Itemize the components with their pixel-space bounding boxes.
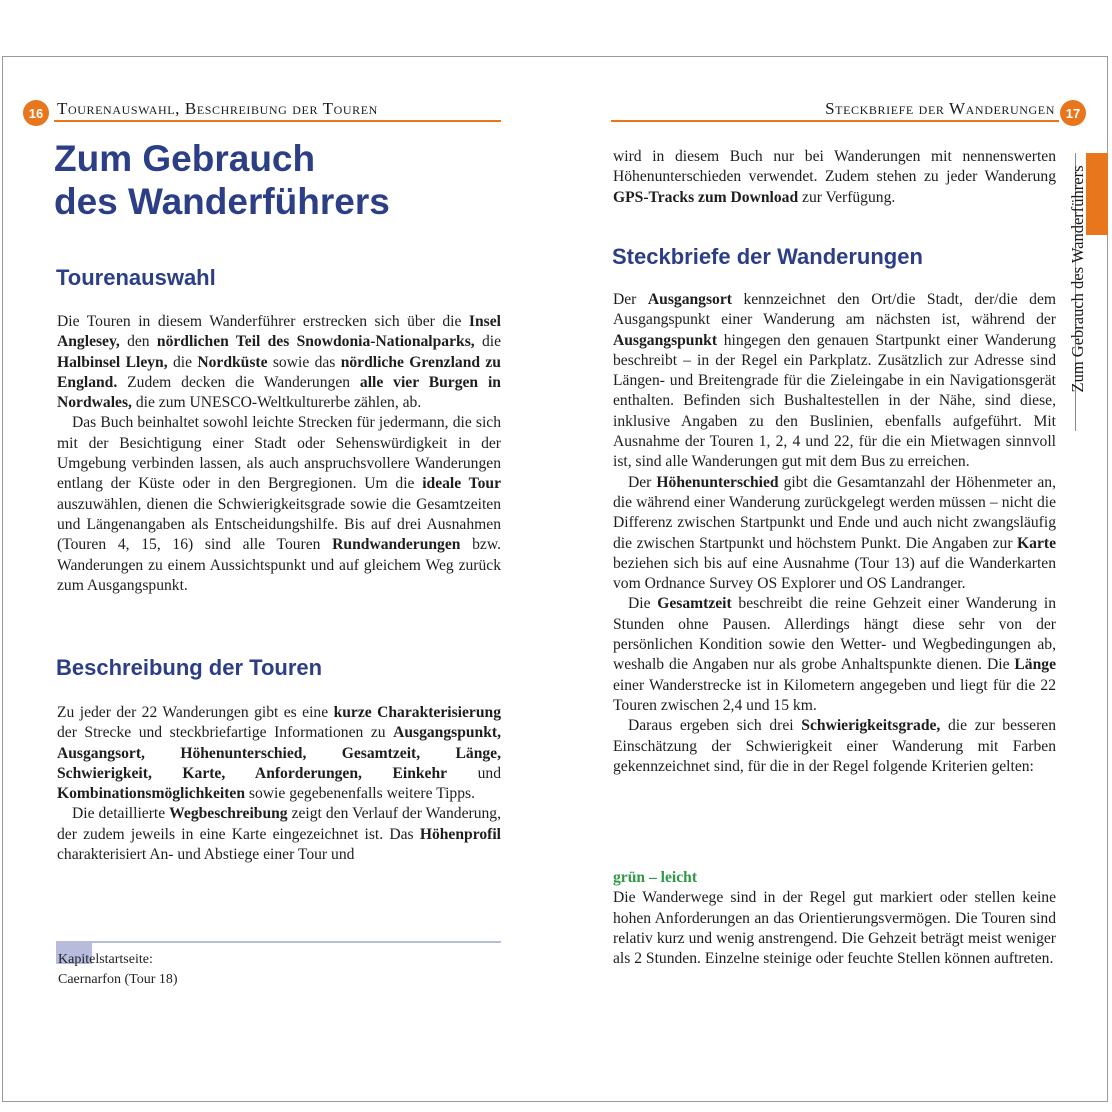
text-run: sowie gegebenenfalls weitere Tipps. — [245, 785, 475, 803]
bold-term: Höhenunterschied — [656, 473, 779, 491]
bold-term: Karte — [1017, 534, 1056, 552]
bold-term: nördliche Grenzland zu England. — [57, 353, 501, 391]
left-page — [2, 56, 555, 1102]
bold-term: ideale Tour — [422, 475, 502, 493]
text-run: bzw. Wanderungen zu einem Aussichtspunkt und auf gleichem Weg zurück zum Ausgangspunkt. — [57, 536, 502, 594]
text-run: zur Verfügung. — [798, 188, 896, 206]
running-head: Tourenauswahl, Beschreibung der Touren — [57, 99, 378, 118]
right-page — [555, 56, 1108, 1102]
text-run: den — [119, 333, 157, 351]
chapter-title — [54, 137, 514, 223]
paragraph — [613, 716, 1056, 777]
section-title: Steckbriefe der Wanderungen — [612, 244, 923, 269]
paragraph — [613, 147, 1056, 208]
bold-term: nördlichen Teil des Snowdonia-Nationalparks, — [156, 333, 475, 351]
text-run: die zur besseren Einschätzung der Schwierigkeit einer Wanderung mit Farben gekennzeichnet sind, für die in der Regel folgende Kriterien gelten: — [613, 717, 1056, 775]
bold-term: Wegbeschreibung — [169, 805, 288, 823]
text-run: Die detaillierte — [72, 805, 170, 823]
text-run: Das Buch beinhaltet sowohl leichte Strecken für jedermann, die sich mit der Besichtigung einer Stadt oder Sehenswürdigkeit in der Umgebung verbinden lassen, als auch anspruchsvollere Wanderungen entlang der Küste oder in den Bergregionen. Um die — [57, 414, 501, 493]
text-run: einer Wanderstrecke ist in Kilometern angegeben und liegt für die 22 Touren zwischen 2,4 und 15 km. — [613, 676, 1056, 714]
bold-term: Rundwanderungen — [332, 536, 461, 554]
bold-term: Schwierigkeitsgrade, — [801, 717, 941, 735]
difficulty-description: Die Wanderwege sind in der Regel gut markiert oder stellen keine hohen Anforderungen an das Orientierungsvermögen. Die Touren sind relativ kurz und wenig anstrengend. Die Gehzeit beträgt meist weniger als 2 Stunden. Einzelne steinige oder feuchte Stellen können auftreten. — [613, 889, 1056, 968]
bold-term: Ausgangsort — [647, 291, 732, 308]
section-body — [613, 290, 1056, 777]
running-head: Steckbriefe der Wanderungen — [825, 99, 1055, 118]
footer-caption-line: Kapitelstartseite: — [58, 952, 153, 967]
running-head-rule — [611, 120, 1059, 122]
paragraph — [57, 413, 501, 596]
paragraph — [613, 594, 1056, 716]
text-run: Zu jeder der 22 Wanderungen gibt es eine — [57, 704, 334, 721]
paragraph — [57, 312, 501, 413]
text-run: sowie das — [267, 353, 341, 371]
text-run: Die — [628, 595, 658, 613]
text-run: beziehen sich bis auf eine Ausnahme (Tour 13) auf die Wanderkarten vom Ordnance Survey OS Explorer und OS Landranger. — [613, 554, 1056, 593]
paragraph — [613, 290, 1056, 473]
section-title: Beschreibung der Touren — [56, 655, 323, 680]
text-run: der Strecke und steckbriefartige Informationen zu — [57, 724, 394, 742]
page-number-badge: 16 — [23, 100, 49, 126]
bold-term: Länge — [1014, 656, 1056, 674]
text-run: die — [167, 353, 198, 371]
continuation-text — [613, 147, 1056, 208]
paragraph — [613, 473, 1056, 595]
difficulty-block — [613, 868, 1056, 969]
text-run: Daraus ergeben sich drei — [628, 717, 802, 735]
footer-caption-line: Caernarfon (Tour 18) — [58, 972, 178, 987]
section-title: Tourenauswahl — [56, 265, 216, 290]
footer-rule — [56, 941, 501, 943]
bold-term: Ausgangspunkt, Ausgangsort, Höhenunterschied, Gesamtzeit, Länge, Schwierigkeit, Karte, Anforderungen, Einkehr — [57, 724, 501, 782]
bold-term: Gesamtzeit — [657, 595, 732, 613]
bold-term: Insel Anglesey, — [57, 313, 501, 351]
text-run: Zudem decken die Wanderungen — [117, 373, 360, 391]
footer-caption — [58, 950, 178, 990]
thumb-tab — [1086, 153, 1108, 235]
paragraph — [57, 703, 501, 804]
bold-term: kurze Charakterisierung — [333, 704, 501, 721]
text-run: die zum UNESCO-Weltkulturerbe zählen, ab. — [131, 394, 422, 412]
page-number-badge: 17 — [1060, 100, 1086, 126]
section-body — [57, 703, 501, 865]
text-run: charakterisiert An- und Abstiege einer Tour und — [57, 846, 355, 864]
difficulty-label-green: grün – leicht — [613, 869, 698, 886]
section-body — [57, 312, 501, 596]
vertical-chapter-title: Zum Gebrauch des Wanderführers — [1068, 165, 1087, 393]
bold-term: Höhenprofil — [419, 825, 501, 843]
text-run: Die Touren in diesem Wanderführer erstrecken sich über die — [57, 313, 469, 330]
chapter-title-line: Zum Gebrauch — [54, 138, 316, 179]
text-run: Der — [628, 473, 657, 491]
text-run: und — [447, 764, 501, 782]
text-run: kennzeichnet den Ort/die Stadt, der/die dem Ausgangspunkt einer Wanderung am nächsten ist, während der — [613, 291, 1056, 329]
bold-term: Nordküste — [197, 353, 268, 371]
bold-term: alle vier Burgen in Nordwales, — [57, 373, 501, 412]
bold-term: Ausgangspunkt — [613, 331, 718, 349]
text-run: zeigt den Verlauf der Wanderung, der zudem jeweils in eine Karte eingezeichnet ist. Das — [57, 805, 501, 843]
text-run: Der — [613, 291, 648, 308]
bold-term: GPS-Tracks zum Download — [613, 188, 799, 206]
text-run: beschreibt die reine Gehzeit einer Wanderung in Stunden ohne Pausen. Allerdings hängt diese sehr von der persönlichen Kondition sowie den Wetter- und Wegbedingungen ab, weshalb die Angaben nur als grobe Anhaltspunkte dienen. Die — [613, 595, 1056, 674]
paragraph — [57, 804, 501, 865]
text-run: hingegen den genauen Startpunkt einer Wanderung beschreibt – in der Regel ein Parkplatz. Zusätzlich zur Adresse sind Längen- und Breitengrade für die Zieleingabe in ein Navigationsgerät enthalten. Befinden sich Bushaltestellen in der Nähe, sind diese, inklusive Angaben zu den Buslinien, ebenfalls aufgeführt. Mit Ausnahme der Touren 1, 2, 4 und 22, für die ein Mietwagen sinnvoll ist, sind alle Wanderungen gut mit dem Bus zu erreichen. — [613, 331, 1056, 471]
bold-term: Kombinationsmöglichkeiten — [57, 785, 246, 803]
text-run: die — [474, 333, 502, 351]
chapter-title-line: des Wanderführers — [54, 181, 390, 222]
running-head-rule — [54, 120, 501, 122]
text-run: gibt die Gesamtanzahl der Höhenmeter an, die während einer Wanderung zurückgelegt werden müssen – nicht die Differenz zwischen Startpunkt und Ende und auch nicht zwangsläufig die zwischen Startpunkt und höchstem Punkt. Die Angaben zur — [613, 473, 1056, 552]
bold-term: Halbinsel Lleyn, — [57, 353, 168, 371]
text-run: wird in diesem Buch nur bei Wanderungen mit nennenswerten Höhenunterschieden verwendet. Zudem stehen zu jeder Wanderung — [613, 148, 1056, 186]
text-run: auszuwählen, dienen die Schwierigkeitsgrade sowie die Gesamtzeiten und Längenangaben als Entscheidungshilfe. Bis auf drei Ausnahmen (Touren 4, 15, 16) sind alle Touren — [57, 495, 501, 554]
